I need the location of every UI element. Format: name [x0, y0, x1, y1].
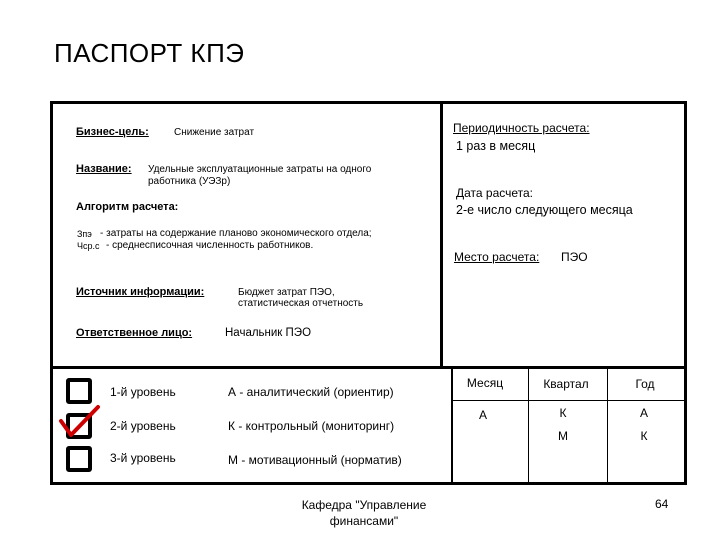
- periodicity-value: 1 раз в месяц: [456, 139, 536, 153]
- quarter-cell-2: М: [558, 429, 568, 443]
- responsible-value: Начальник ПЭО: [225, 327, 312, 339]
- month-cell-1: А: [478, 408, 487, 422]
- footer-department-line2: финансами": [329, 514, 399, 528]
- footer-department: [274, 497, 454, 529]
- period-header-year: Год: [635, 377, 655, 391]
- source-value-line1: Бюджет затрат ПЭО,: [238, 287, 335, 298]
- place-value: ПЭО: [561, 250, 588, 264]
- check-mark-icon: [58, 404, 104, 444]
- goal-value: Снижение затрат: [174, 127, 255, 138]
- top-vertical-divider: [440, 104, 443, 368]
- period-header-month: Месяц: [466, 376, 504, 390]
- section-divider: [53, 366, 684, 369]
- algo-symbol-2: Чср.с: [77, 241, 100, 251]
- level-3-description: М - мотивационный (норматив): [228, 453, 402, 467]
- algo-line-1: - затраты на содержание планово экономического отдела;: [100, 228, 372, 239]
- footer-department-line1: Кафедра "Управление: [301, 498, 427, 512]
- date-label: Дата расчета:: [456, 186, 534, 200]
- level-1-checkbox[interactable]: [66, 378, 92, 404]
- name-value-line1: Удельные эксплуатационные затраты на одного: [148, 164, 372, 175]
- algorithm-label: Алгоритм расчета:: [76, 201, 179, 213]
- place-label: Место расчета:: [454, 250, 540, 264]
- page-title: ПАСПОРТ КПЭ: [54, 38, 245, 68]
- year-cell-2: К: [640, 429, 648, 443]
- name-value-line2: работника (УЭЗр): [148, 176, 231, 187]
- year-cell-1: А: [639, 406, 648, 420]
- source-value-line2: статистическая отчетность: [238, 298, 364, 309]
- level-2-description: К - контрольный (мониторинг): [228, 419, 395, 433]
- date-value: 2-е число следующего месяца: [456, 203, 633, 217]
- quarter-cell-1: К: [559, 406, 567, 420]
- level-3-label: 3-й уровень: [110, 451, 176, 465]
- level-1-description: А - аналитический (ориентир): [228, 385, 394, 399]
- name-label: Название:: [76, 163, 132, 175]
- level-3-checkbox[interactable]: [66, 446, 92, 472]
- responsible-label: Ответственное лицо:: [76, 327, 193, 339]
- algo-line-2: - среднесписочная численность работников.: [106, 240, 314, 251]
- level-1-label: 1-й уровень: [110, 385, 176, 399]
- level-2-label: 2-й уровень: [110, 419, 176, 433]
- period-header-quarter: Квартал: [543, 377, 589, 391]
- algo-symbol-1: Зпэ: [77, 229, 92, 239]
- periodicity-label: Периодичность расчета:: [453, 121, 590, 135]
- period-header-line: [451, 400, 685, 401]
- goal-label: Бизнес-цель:: [76, 126, 149, 138]
- source-label: Источник информации:: [76, 286, 205, 298]
- page-number: 64: [655, 497, 669, 511]
